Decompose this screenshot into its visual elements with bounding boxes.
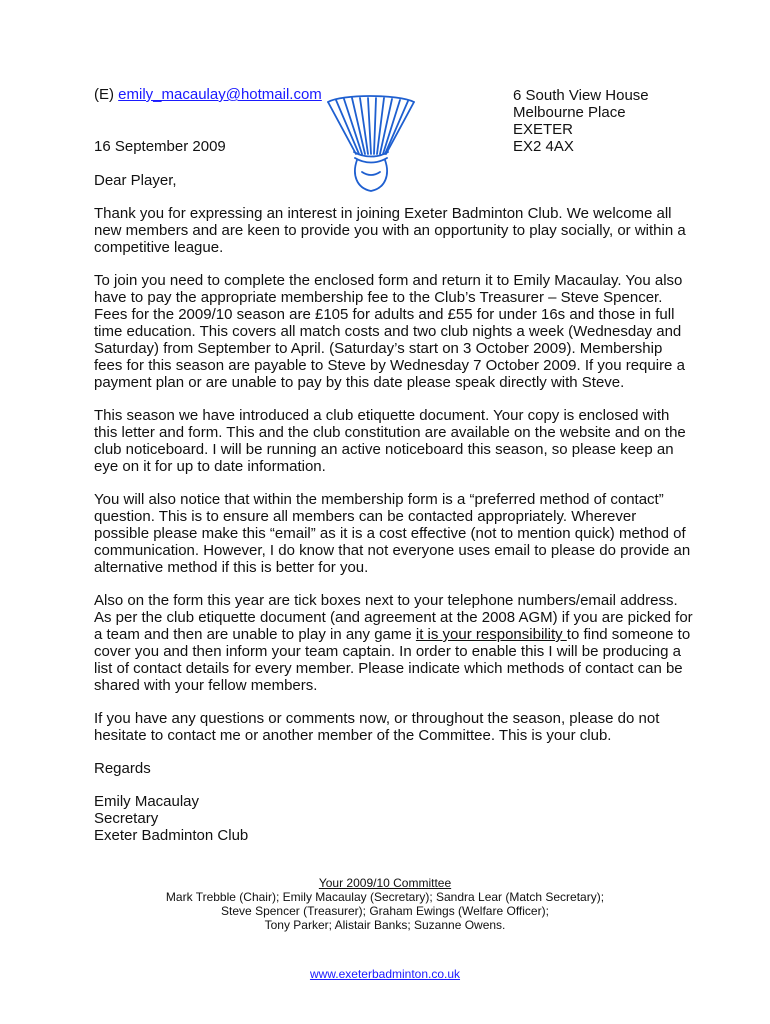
letter-date: 16 September 2009 — [94, 138, 226, 155]
committee-footer — [0, 876, 770, 932]
address-line: EXETER — [513, 121, 574, 138]
address-line: 6 South View House — [513, 87, 649, 104]
salutation: Dear Player, — [94, 172, 177, 189]
responsibility-emphasis: it is your responsibility — [415, 626, 567, 643]
email-line — [94, 86, 322, 104]
paragraph: Thank you for expressing an interest in joining Exeter Badminton Club. We welcome all new members and are keen to provide you with an opportunity to play socially, or within a competitive league. — [94, 205, 686, 256]
paragraph: To join you need to complete the enclosed form and return it to Emily Macaulay. You also have to pay the appropriate membership fee to the Club’s Treasurer – Steve Spencer. Fees for the 2009/10 season are £105 for adults and £55 for under 16s and those in full time education. This covers all match costs and two club nights a week (Wednesday and Saturday) from September to April. (Saturday’s start on 3 October 2009). Membership fees for this season are payable to Steve by Wednesday 7 October 2009. If you require a payment plan or are unable to pay by this date please speak directly with Steve. — [94, 272, 685, 391]
letter-body — [94, 205, 694, 844]
paragraph: You will also notice that within the membership form is a “preferred method of contact” question. This is to ensure all members can be contacted appropriately. Wherever possible please make this “email” as it is a cost effective (not to mention quick) method of communication. However, I do know that not everyone uses email to please do provide an alternative method if this is better for you. — [94, 491, 691, 576]
signature-block — [94, 793, 694, 844]
paragraph: If you have any questions or comments now, or throughout the season, please do not hesitate to contact me or another member of the Committee. This is your club. — [94, 710, 660, 744]
paragraph: This season we have introduced a club etiquette document. Your copy is enclosed with this letter and form. This and the club constitution are available on the website and on the club noticeboard. I will be running an active noticeboard this season, so please keep an eye on it for up to date information. — [94, 407, 686, 475]
regards: Regards — [94, 760, 151, 777]
committee-line: Tony Parker; Alistair Banks; Suzanne Owens. — [264, 918, 506, 932]
address-line: Melbourne Place — [513, 104, 626, 121]
paragraph-text: Also on the form this year are tick boxes next to your telephone numbers/email address. As per the club etiquette document (and agreement at the 2008 AGM) if you are picked for a team and then are unable to play in any game — [94, 592, 693, 643]
committee-line: Steve Spencer (Treasurer); Graham Ewings (Welfare Officer); — [221, 904, 549, 918]
email-prefix: (E) — [94, 86, 119, 103]
signature-name: Emily Macaulay — [94, 793, 200, 810]
shuttlecock-icon — [322, 88, 418, 202]
website-footer — [0, 967, 770, 981]
website-link[interactable]: www.exeterbadminton.co.uk — [309, 967, 461, 981]
signature-role: Secretary — [94, 810, 159, 827]
paragraph-text: to find someone to cover you and then inform your team captain. In order to enable this I will be producing a list of contact details for every member. Please indicate which methods of contact can be shared with your fellow members. — [94, 626, 691, 694]
email-link[interactable]: emily_macaulay@hotmail.com — [118, 86, 322, 103]
signature-club: Exeter Badminton Club — [94, 827, 249, 844]
paragraph — [94, 592, 694, 694]
address-line: EX2 4AX — [513, 138, 574, 155]
sender-address — [513, 87, 649, 155]
committee-heading: Your 2009/10 Committee — [318, 876, 452, 890]
committee-line: Mark Trebble (Chair); Emily Macaulay (Secretary); Sandra Lear (Match Secretary); — [165, 890, 605, 904]
